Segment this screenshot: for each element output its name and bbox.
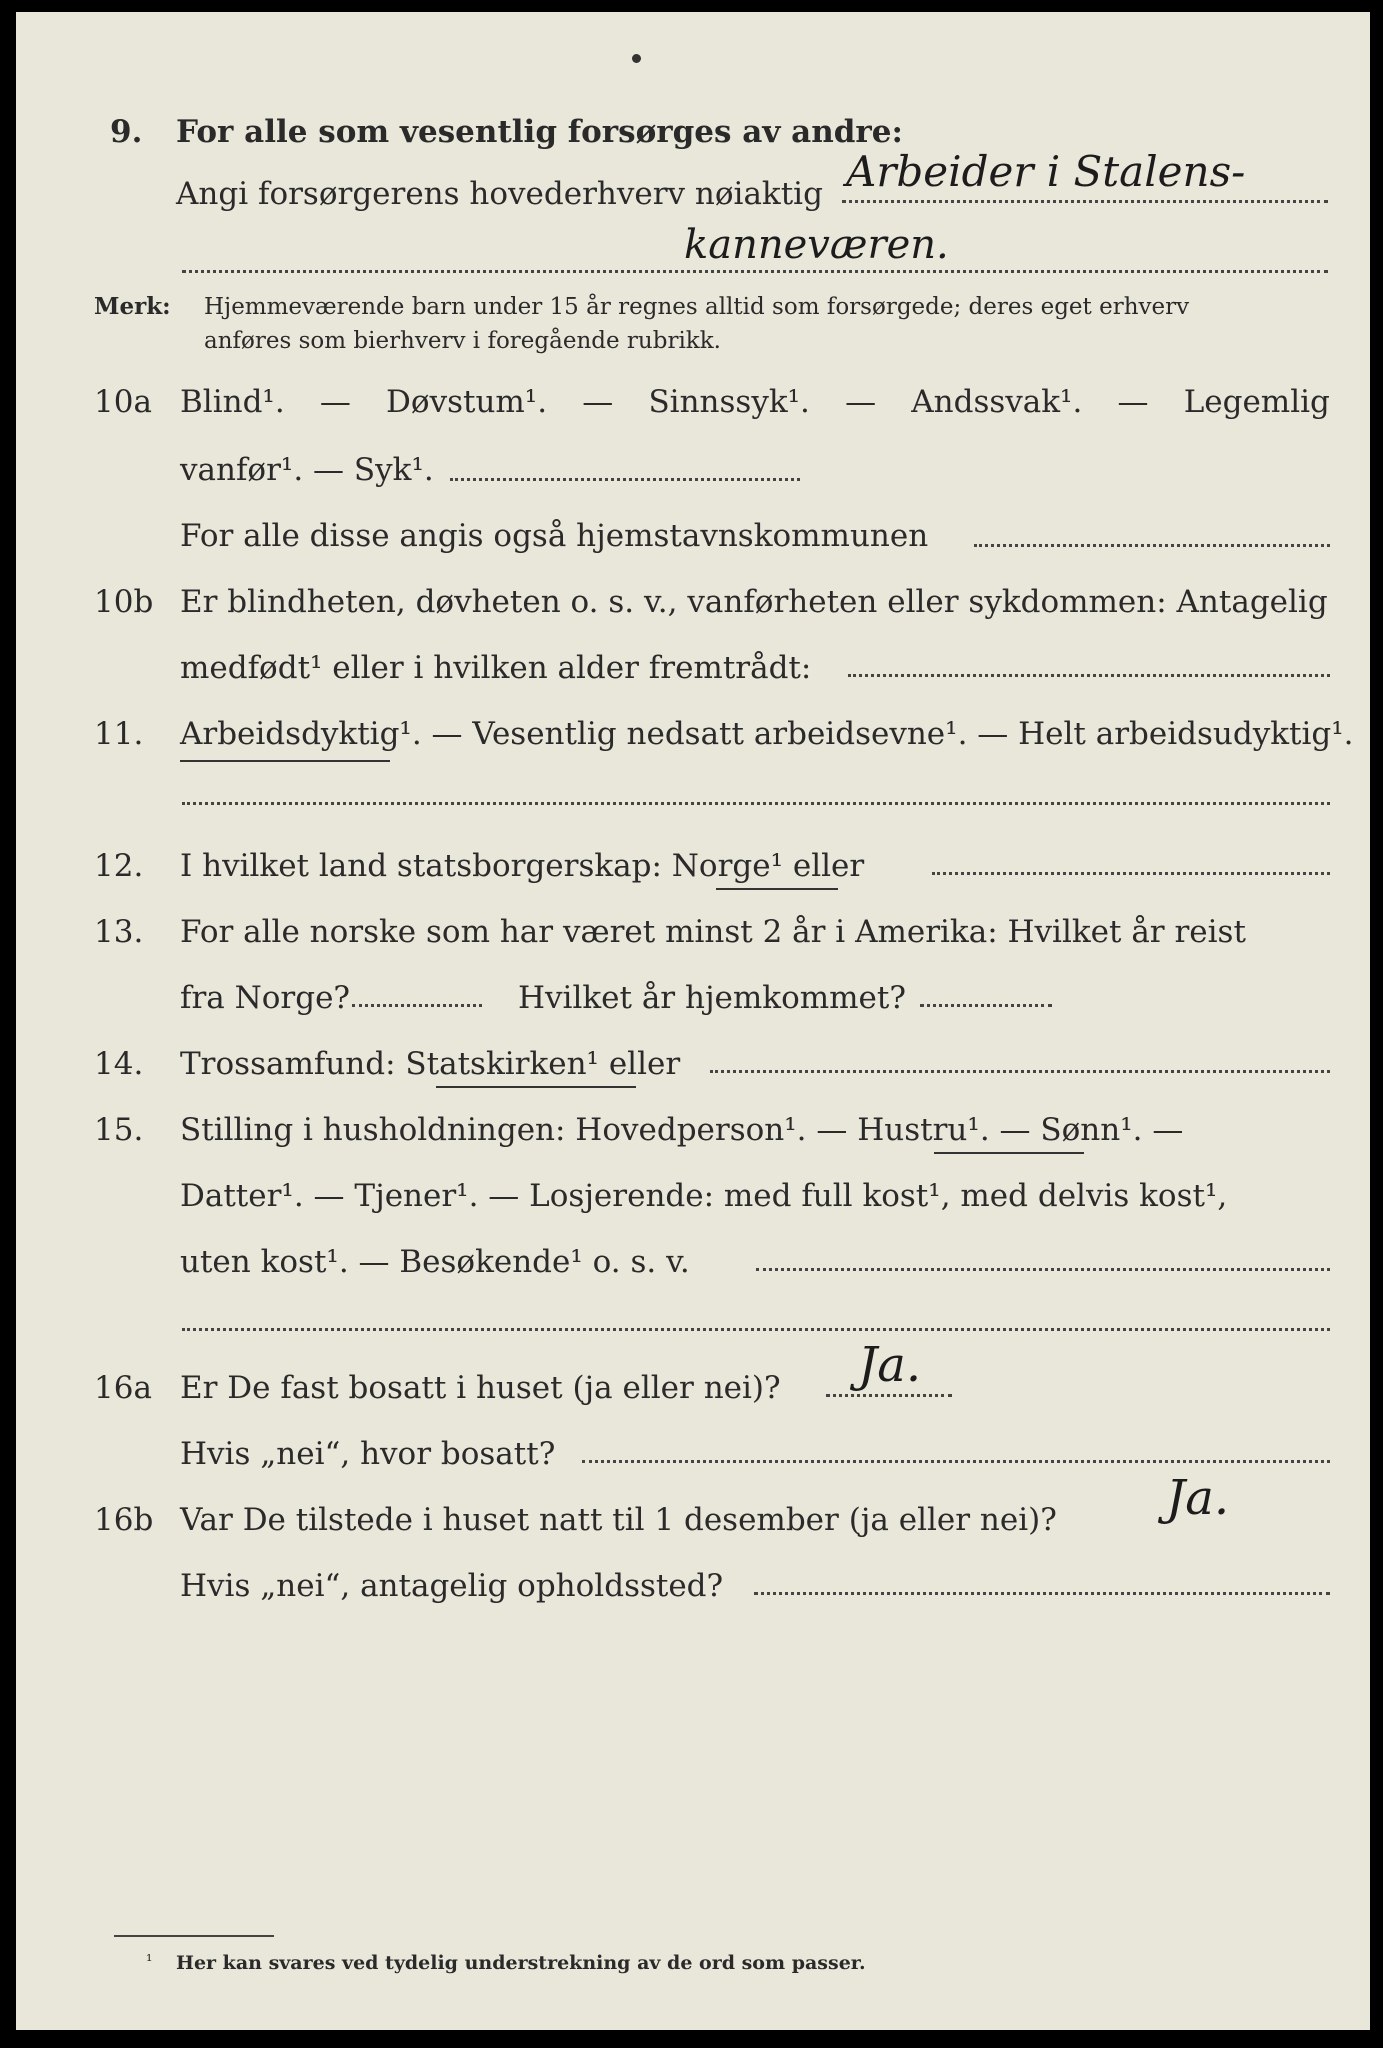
- q16a-line1: Er De fast bosatt i huset (ja eller nei)?: [180, 1370, 781, 1406]
- q16a-handwritten-answer: Ja.: [858, 1337, 922, 1393]
- q9-handwritten-2: kanneværen.: [684, 222, 949, 268]
- q10a-line2: vanfør¹. — Syk¹.: [180, 452, 434, 488]
- q16a-line2: Hvis „nei“, hvor bosatt?: [180, 1436, 556, 1472]
- q15-line1: Stilling i husholdningen: Hovedperson¹. — Hustru¹. — Sønn¹. —: [180, 1112, 1184, 1148]
- q12-line1: I hvilket land statsborgerskap: Norge¹ eller: [180, 848, 865, 884]
- q10a-answer-line: [450, 478, 800, 481]
- q13-line2a: fra Norge?: [180, 980, 351, 1016]
- q10b-line1: Er blindheten, døvheten o. s. v., vanførheten eller sykdommen: Antagelig: [180, 584, 1328, 620]
- q10a-line3: For alle disse angis også hjemstavnskommunen: [180, 518, 929, 554]
- q13-line2b: Hvilket år hjemkommet?: [518, 980, 906, 1016]
- census-form-page: [16, 12, 1370, 2030]
- q14-underline-statskirken: [436, 1086, 636, 1088]
- q10a-legemlig: Legemlig: [1183, 384, 1330, 420]
- q15-line3: uten kost¹. — Besøkende¹ o. s. v.: [180, 1244, 690, 1280]
- q10a-line1: [180, 382, 1330, 422]
- q15-extra-line: [182, 1328, 1330, 1331]
- q10a-number: 10a: [94, 384, 152, 420]
- q16a-number: 16a: [94, 1370, 152, 1406]
- q16b-stay-line: [754, 1592, 1330, 1595]
- q10a-hometown-line: [974, 544, 1330, 547]
- q12-number: 12.: [94, 848, 144, 884]
- q11-number: 11.: [94, 716, 144, 752]
- merk-line1: Hjemmeværende barn under 15 år regnes alltid som forsørgede; deres eget erhverv: [204, 294, 1190, 320]
- q13-line1: For alle norske som har været minst 2 år i Amerika: Hvilket år reist: [180, 914, 1246, 950]
- q15-number: 15.: [94, 1112, 144, 1148]
- q16b-handwritten-answer: Ja.: [1166, 1470, 1230, 1526]
- merk-label: Merk:: [94, 293, 171, 320]
- q16a-answer-line: [826, 1394, 952, 1397]
- q9-number: 9.: [110, 114, 143, 150]
- q9-handwritten-1: Arbeider i Stalens-: [846, 147, 1246, 196]
- q12-answer-line: [932, 872, 1330, 875]
- q16a-residence-line: [582, 1460, 1330, 1463]
- q10a-dash3: —: [845, 384, 877, 420]
- q9-line1: For alle som vesentlig forsørges av andre:: [176, 114, 903, 150]
- q11-answer-line: [182, 802, 1330, 805]
- q9-line2: Angi forsørgerens hovederhverv nøiaktig: [176, 176, 823, 212]
- q10a-sinnssyk: Sinnssyk¹.: [648, 384, 810, 420]
- q10a-dash1: —: [319, 384, 351, 420]
- q15-line2: Datter¹. — Tjener¹. — Losjerende: med full kost¹, med delvis kost¹,: [180, 1178, 1228, 1214]
- q13-left-year-line: [352, 1004, 482, 1007]
- q10b-number: 10b: [94, 584, 154, 620]
- q10a-dash2: —: [582, 384, 614, 420]
- q15-underline-hustru: [934, 1152, 1084, 1154]
- q10a-andssvak: Andssvak¹.: [911, 384, 1083, 420]
- footnote-text: Her kan svares ved tydelig understrekning av de ord som passer.: [176, 1952, 866, 1974]
- q14-answer-line: [710, 1070, 1330, 1073]
- q9-extra-line: [182, 270, 1328, 273]
- q9-answer-line: [842, 200, 1328, 203]
- footnote-rule: [114, 1935, 274, 1937]
- q10b-line2: medfødt¹ eller i hvilken alder fremtrådt:: [180, 650, 812, 686]
- q16b-line2: Hvis „nei“, antagelig opholdssted?: [180, 1568, 724, 1604]
- footnote-mark: ¹: [146, 1951, 153, 1970]
- page-dot: [632, 54, 641, 63]
- q13-number: 13.: [94, 914, 144, 950]
- q11-underline-arbeidsdyktig: [180, 760, 390, 762]
- q12-underline-norge: [716, 888, 838, 890]
- merk-line2: anføres som bierhverv i foregående rubrikk.: [204, 328, 721, 354]
- q16b-line1: Var De tilstede i huset natt til 1 desember (ja eller nei)?: [180, 1502, 1057, 1538]
- q10a-dovstum: Døvstum¹.: [386, 384, 548, 420]
- q10a-blind: Blind¹.: [180, 384, 285, 420]
- q14-line1: Trossamfund: Statskirken¹ eller: [180, 1046, 681, 1082]
- q13-return-year-line: [920, 1004, 1052, 1007]
- q10a-dash4: —: [1117, 384, 1149, 420]
- q10b-answer-line: [848, 674, 1330, 677]
- q15-answer-line: [756, 1268, 1330, 1271]
- q16b-number: 16b: [94, 1502, 154, 1538]
- q11-line1: Arbeidsdyktig¹. — Vesentlig nedsatt arbeidsevne¹. — Helt arbeidsudyktig¹.: [180, 716, 1354, 752]
- q14-number: 14.: [94, 1046, 144, 1082]
